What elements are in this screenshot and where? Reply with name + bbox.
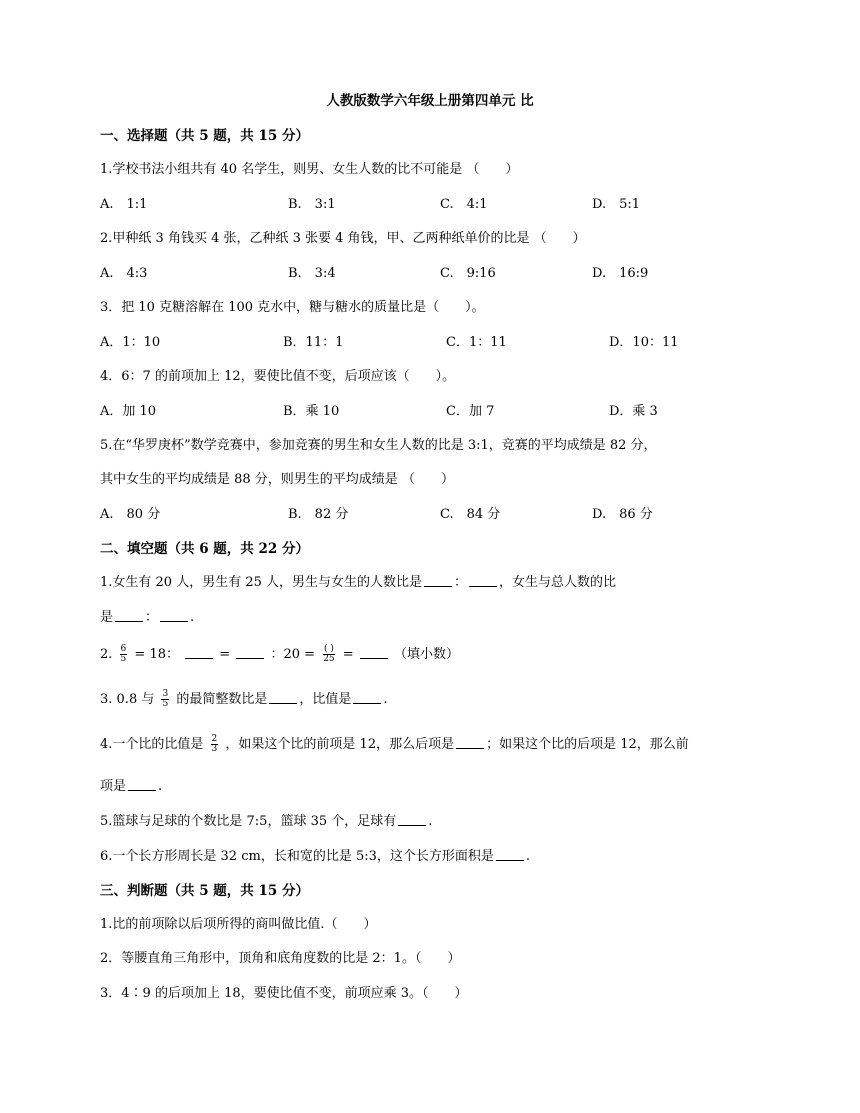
answer-blank (269, 702, 297, 704)
fill-q3-text-3: ，比值是 (299, 692, 352, 707)
choice-q4-option-b: B．乘 10 (283, 404, 340, 419)
fill-question-5 (100, 810, 432, 829)
fill-question-1-line-2 (100, 606, 194, 625)
choice-question-5-line-2: 其中女生的平均成绩是 88 分，则男生的平均成绩是 （ ） (100, 472, 454, 487)
fill-q1-colon-2: ： (145, 610, 159, 625)
answer-blank (469, 585, 497, 587)
fill-q3-text-2: 的最简整数比是 (176, 692, 268, 707)
fill-question-6 (100, 845, 530, 864)
section-heading-judge: 三、判断题（共 5 题，共 15 分） (100, 883, 309, 899)
fill-question-1-line-1 (100, 571, 616, 590)
fraction-numerator: 2 (211, 734, 218, 744)
fill-q2-equals: = (219, 647, 231, 662)
fraction-numerator: ( ) (323, 644, 334, 654)
fill-q6-period: . (525, 849, 531, 864)
judge-question-3: 3．4∶9 的后项加上 18，要使比值不变，前项应乘 3。（ ） (100, 986, 468, 1001)
fill-q1-text-2: ，女生与总人数的比 (499, 575, 617, 590)
answer-blank (128, 789, 156, 791)
answer-blank (185, 657, 213, 659)
fill-question-4-line-2 (100, 775, 162, 794)
fraction (211, 735, 219, 754)
choice-question-3: 3．把 10 克糖溶解在 100 克水中，糖与糖水的质量比是（ ）。 (100, 300, 485, 315)
fill-q4-text: 4.一个比的比值是 (100, 737, 204, 752)
choice-q4-option-d: D．乘 3 (609, 404, 658, 419)
fill-q2-hint: （填小数） (393, 647, 459, 662)
choice-q3-option-c: C．1：11 (446, 335, 507, 350)
answer-blank (160, 620, 188, 622)
fill-q1-text: 1.女生有 20 人，男生有 25 人，男生与女生的人数比是 (100, 575, 423, 590)
fraction-denominator: 5 (162, 699, 169, 709)
choice-q3-option-d: D．10：11 (609, 335, 679, 350)
choice-q3-option-b: B．11：1 (283, 335, 344, 350)
fraction-numerator: 3 (162, 689, 169, 699)
choice-q1-option-b: B. 3:1 (288, 197, 336, 212)
answer-blank (360, 657, 388, 659)
fill-q6-text: 6.一个长方形周长是 32 cm，长和宽的比是 5:3，这个长方形面积是 (100, 849, 494, 864)
choice-q1-option-c: C. 4:1 (440, 197, 488, 212)
choice-q2-option-a: A. 4:3 (100, 266, 148, 281)
choice-question-2: 2.甲种纸 3 角钱买 4 张，乙种纸 3 张要 4 角钱，甲、乙两种纸单价的比是 （ ） (100, 231, 586, 246)
fraction (161, 690, 169, 709)
choice-q5-option-c: C. 84 分 (440, 507, 501, 522)
fill-q4-text-3: ；如果这个比的后项是 12，那么前 (486, 737, 689, 752)
fill-question-4-line-1 (100, 733, 689, 754)
choice-q2-option-b: B. 3:4 (288, 266, 336, 281)
fill-q2-text-2: ：20 = (270, 647, 316, 662)
fill-question-2 (100, 643, 459, 664)
judge-question-1: 1.比的前项除以后项所得的商叫做比值.（ ） (100, 917, 377, 932)
document-title: 人教版数学六年级上册第四单元 比 (326, 93, 534, 109)
choice-q2-option-c: C. 9:16 (440, 266, 496, 281)
choice-q1-option-d: D. 5:1 (592, 197, 641, 212)
answer-blank (496, 859, 524, 861)
answer-blank (115, 620, 143, 622)
fraction-denominator: 25 (323, 654, 335, 664)
fill-q2-equals-2: = (342, 647, 354, 662)
answer-blank (353, 702, 381, 704)
fill-q2-text: = 18： (134, 647, 179, 662)
fill-q1-colon: ： (454, 575, 468, 590)
fill-q4-period: . (158, 779, 163, 794)
choice-q3-option-a: A．1：10 (100, 335, 161, 350)
fraction-numerator: 6 (120, 644, 127, 654)
fill-q3-period: . (383, 692, 388, 707)
answer-blank (398, 824, 426, 826)
fill-q3-text: 3. 0.8 与 (100, 692, 155, 707)
fill-q5-period: . (428, 814, 433, 829)
fill-q1-period: . (190, 610, 195, 625)
choice-question-1: 1.学校书法小组共有 40 名学生，则男、女生人数的比不可能是 （ ） (100, 162, 519, 177)
answer-blank (456, 747, 484, 749)
choice-q5-option-d: D. 86 分 (592, 507, 653, 522)
fill-q4-text-4: 项是 (100, 779, 127, 794)
fill-q2-number: 2. (100, 647, 113, 662)
fill-q5-text: 5.篮球与足球的个数比是 7:5，篮球 35 个，足球有 (100, 814, 397, 829)
fill-q4-text-2: ，如果这个比的前项是 12，那么后项是 (225, 737, 455, 752)
choice-q1-option-a: A. 1:1 (100, 197, 148, 212)
answer-blank (236, 657, 264, 659)
fill-q1-text-3: 是 (100, 610, 114, 625)
choice-q5-option-b: B. 82 分 (288, 507, 349, 522)
fraction-denominator: 5 (120, 654, 127, 664)
section-heading-fill: 二、填空题（共 6 题，共 22 分） (100, 541, 309, 557)
choice-q4-option-c: C．加 7 (446, 404, 495, 419)
judge-question-2: 2．等腰直角三角形中，顶角和底角度数的比是 2：1。（ ） (100, 951, 461, 966)
fraction-denominator: 3 (211, 744, 218, 754)
fill-question-3 (100, 688, 388, 709)
choice-q2-option-d: D. 16:9 (592, 266, 649, 281)
choice-q5-option-a: A. 80 分 (100, 507, 161, 522)
fraction (120, 645, 128, 664)
answer-blank (424, 585, 452, 587)
section-heading-choice: 一、选择题（共 5 题，共 15 分） (100, 128, 309, 144)
choice-q4-option-a: A．加 10 (100, 404, 157, 419)
choice-question-4: 4．6：7 的前项加上 12，要使比值不变，后项应该（ ）。 (100, 369, 456, 384)
choice-question-5-line-1: 5.在“华罗庚杯”数学竞赛中，参加竞赛的男生和女生人数的比是 3:1，竞赛的平均成绩是 82 分， (100, 438, 657, 453)
fraction (322, 645, 335, 664)
